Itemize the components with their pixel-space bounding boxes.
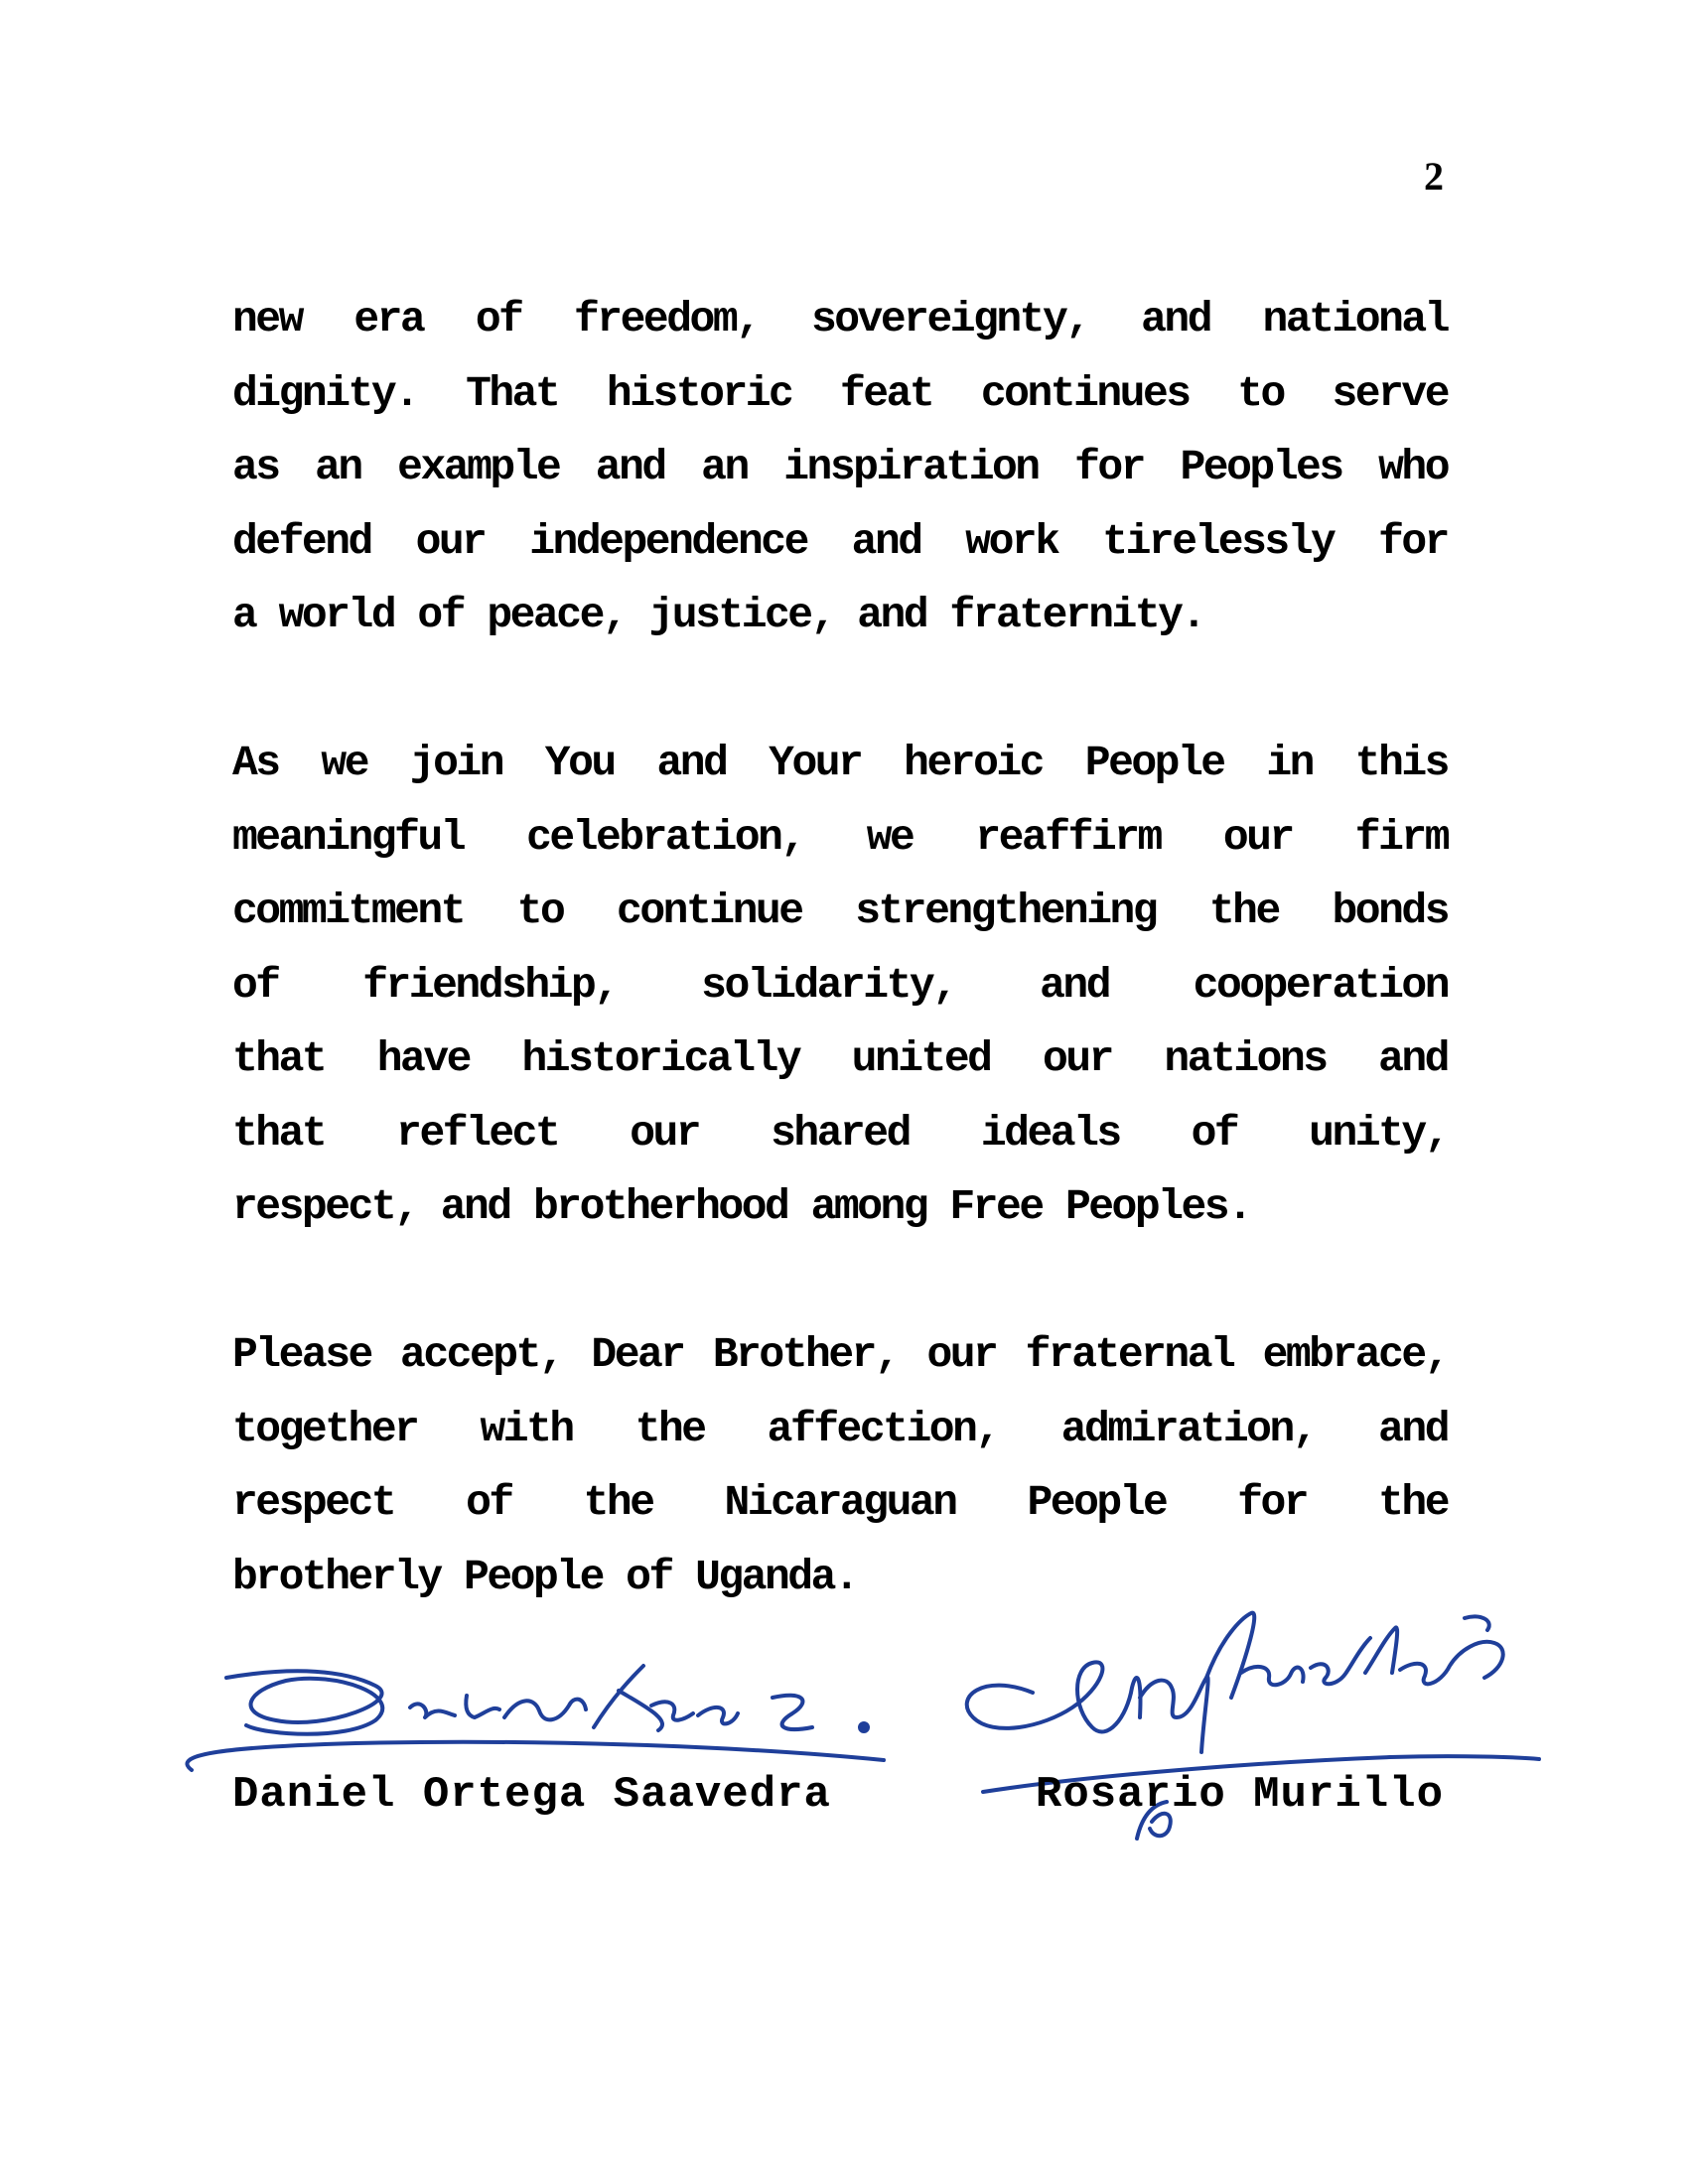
paragraph-line: that reflect our shared ideals of unity, xyxy=(232,1108,1448,1158)
paragraph-2 xyxy=(232,727,1448,1245)
paragraph-line: respect of the Nicaraguan People for the xyxy=(232,1478,1448,1527)
paragraph-line: dignity. That historic feat continues to serve xyxy=(232,368,1448,418)
paragraph-line: As we join You and Your heroic People in this xyxy=(232,739,1448,787)
paragraph-line: new era of freedom, sovereignty, and national xyxy=(232,295,1448,343)
paragraph-line: brotherly People of Uganda. xyxy=(232,1552,858,1601)
paragraph-line: defend our independence and work tirelessly for xyxy=(232,516,1448,566)
paragraph-1 xyxy=(232,283,1448,653)
paragraph-line: Please accept, Dear Brother, our fraternal embrace, xyxy=(232,1330,1448,1379)
paragraph-line: of friendship, solidarity, and cooperation xyxy=(232,960,1448,1010)
paragraph-line: together with the affection, admiration, and xyxy=(232,1404,1448,1453)
signer-name-left: Daniel Ortega Saavedra xyxy=(232,1770,831,1820)
paragraph-line: as an example and an inspiration for Peoples who xyxy=(232,443,1448,491)
paragraph-line: that have historically united our nations and xyxy=(232,1034,1448,1083)
signature-ortega xyxy=(177,1636,892,1785)
paragraph-line: a world of peace, justice, and fraternity. xyxy=(232,591,1204,639)
paragraph-line: respect, and brotherhood among Free Peoples. xyxy=(232,1182,1251,1231)
signer-name-right: Rosario Murillo xyxy=(1035,1770,1444,1820)
page-number: 2 xyxy=(1424,154,1444,199)
paragraph-line: commitment to continue strengthening the bonds xyxy=(232,887,1448,935)
paragraph-line: meaningful celebration, we reaffirm our firm xyxy=(232,812,1448,862)
paragraph-3 xyxy=(232,1318,1448,1614)
